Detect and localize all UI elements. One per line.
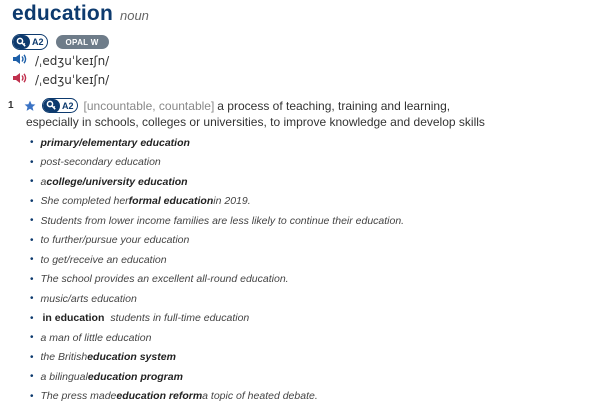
example-item [30,309,600,329]
grammar-label: [uncountable, countable] [83,98,215,113]
phonetic-british: /ˌedʒuˈkeɪʃn/ [35,54,110,68]
example-text: Students from lower income families are less likely to continue their education. [40,214,405,227]
example-text: The school provides an excellent all-round education. [40,273,289,286]
star-icon[interactable] [24,100,36,112]
bullet: • [30,254,34,266]
example-item [30,172,600,192]
example-collocation: formal education [128,195,214,208]
example-text: a [40,175,47,188]
phonetic-american: /ˌedʒuˈkeɪʃn/ [35,73,110,87]
example-item [30,133,600,153]
oxford-level-text: A2 [32,37,44,47]
example-text: students in full-time education [110,312,250,325]
sense-level-text: A2 [62,100,74,111]
example-item [30,211,600,231]
example-text: the British [40,351,88,364]
example-item [30,231,600,251]
example-text: to get/receive an education [40,253,167,266]
bullet: • [30,273,34,285]
bullet: • [30,351,34,363]
example-collocation: education program [87,370,183,383]
bullet: • [30,293,34,305]
headword-row [12,2,149,26]
collocation-form: in education [42,312,105,325]
pronunciation-american [12,71,109,89]
sense-head [8,98,598,113]
bullet: • [30,215,34,227]
sense-level-badge[interactable] [42,98,78,113]
bullet: • [30,156,34,168]
example-item [30,328,600,348]
example-item [30,250,600,270]
example-item [30,387,600,407]
example-item [30,153,600,173]
example-text-end: in 2019. [213,195,251,208]
bullet: • [30,195,34,207]
example-text: to further/pursue your education [40,234,190,247]
bullet: • [30,390,34,402]
example-text-end: a topic of heated debate. [202,390,318,403]
example-text: a bilingual [40,370,88,383]
example-item [30,367,600,387]
examples-list [30,133,600,406]
bullet: • [30,371,34,383]
example-item [30,192,600,212]
example-item [30,348,600,368]
example-item [30,289,600,309]
headword: education [12,2,113,25]
speaker-icon[interactable] [12,71,29,89]
bullet: • [30,234,34,246]
example-collocation: primary/elementary education [40,136,190,149]
example-text: post-secondary education [40,156,161,169]
speaker-icon[interactable] [12,52,29,70]
bullet: • [30,176,34,188]
example-collocation: education system [87,351,176,364]
sense-number: 1 [8,100,14,111]
bullet: • [30,332,34,344]
example-text: music/arts education [40,292,137,305]
example-text: She completed her [40,195,129,208]
part-of-speech: noun [119,8,149,23]
oxford-key-icon [43,99,60,113]
sense-1 [8,98,598,129]
example-item [30,270,600,290]
example-collocation: college/university education [46,175,188,188]
opal-badge[interactable]: OPAL W [56,35,109,49]
example-text: The press made [40,390,117,403]
example-collocation: education reform [116,390,203,403]
oxford-level-badge[interactable] [12,34,48,50]
example-text: a man of little education [40,331,152,344]
level-badges [12,34,109,50]
bullet: • [30,312,34,324]
definition-line-2: especially in schools, colleges or universities, to improve knowledge and develop skills [26,115,485,129]
pronunciation-british [12,52,109,70]
bullet: • [30,137,34,149]
oxford-key-icon [13,35,30,49]
definition-line-1: a process of teaching, training and learning, [217,98,451,113]
